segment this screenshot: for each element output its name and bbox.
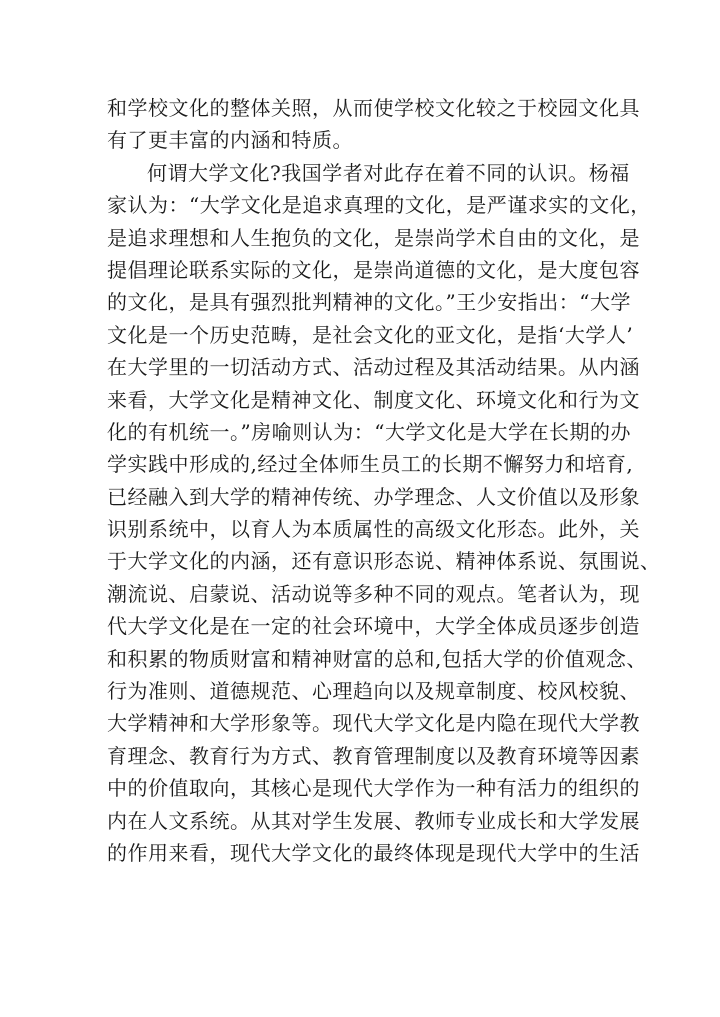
text-line: 有了更丰富的内涵和特质。 bbox=[107, 128, 353, 153]
text-line: 潮流说、启蒙说、活动说等多种不同的观点。笔者认为，现 bbox=[107, 581, 640, 606]
text-line: 和积累的物质财富和精神财富的总和,包括大学的价值观念、 bbox=[107, 646, 647, 671]
body-text bbox=[107, 92, 661, 869]
text-line: 育理念、教育行为方式、教育管理制度以及教育环境等因素 bbox=[107, 743, 640, 768]
text-line: 在大学里的一切活动方式、活动过程及其活动结果。从内涵 bbox=[107, 355, 640, 380]
text-line: 于大学文化的内涵，还有意识形态说、精神体系说、氛围说、 bbox=[107, 549, 661, 574]
text-line: 学实践中形成的,经过全体师生员工的长期不懈努力和培育, bbox=[107, 452, 634, 477]
text-line: 文化是一个历史范畴，是社会文化的亚文化，是指‘大学人’ bbox=[107, 322, 634, 347]
text-line: 提倡理论联系实际的文化，是崇尚道德的文化，是大度包容 bbox=[107, 257, 640, 282]
text-line: 已经融入到大学的精神传统、办学理念、人文价值以及形象 bbox=[107, 484, 640, 509]
text-line: 识别系统中，以育人为本质属性的高级文化形态。此外，关 bbox=[107, 517, 640, 542]
text-line: 的文化，是具有强烈批判精神的文化。”王少安指出：“大学 bbox=[107, 290, 631, 315]
text-line: 和学校文化的整体关照，从而使学校文化较之于校园文化具 bbox=[107, 96, 640, 120]
text-line: 来看，大学文化是精神文化、制度文化、环境文化和行为文 bbox=[107, 387, 640, 412]
text-line: 代大学文化是在一定的社会环境中，大学全体成员逐步创造 bbox=[107, 614, 640, 639]
text-line: 的作用来看，现代大学文化的最终体现是现代大学中的生活 bbox=[107, 840, 640, 865]
text-line: 中的价值取向，其核心是现代大学作为一种有活力的组织的 bbox=[107, 776, 640, 801]
text-line: 家认为：“大学文化是追求真理的文化，是严谨求实的文化， bbox=[107, 193, 651, 218]
text-line: 是追求理想和人生抱负的文化，是崇尚学术自由的文化，是 bbox=[107, 225, 640, 250]
text-line: 内在人文系统。从其对学生发展、教师专业成长和大学发展 bbox=[107, 808, 640, 833]
text-line: 大学精神和大学形象等。现代大学文化是内隐在现代大学教 bbox=[107, 711, 640, 736]
paragraph-first-line: 何谓大学文化?我国学者对此存在着不同的认识。杨福 bbox=[147, 160, 630, 185]
text-line: 化的有机统一。”房喻则认为：“大学文化是大学在长期的办 bbox=[107, 419, 631, 444]
text-line: 行为准则、道德规范、心理趋向以及规章制度、校风校貌、 bbox=[107, 679, 640, 704]
